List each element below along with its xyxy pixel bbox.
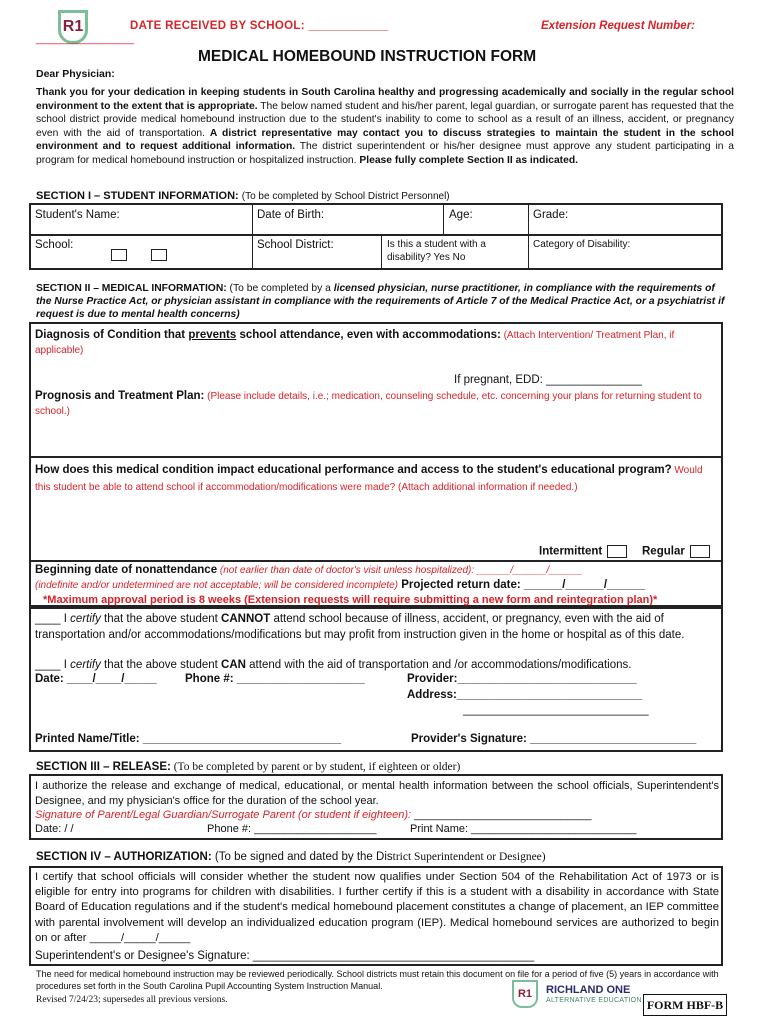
provider-signature-field[interactable]: Provider's Signature: __________________________ — [411, 733, 697, 745]
section4-box — [29, 866, 723, 966]
section4-note-b: trict Superintendent or Designee) — [392, 851, 546, 863]
row-divider — [31, 456, 721, 458]
can-blank: ____ I — [35, 659, 71, 671]
intro-text-2: The district superintendent or his/her designee must approve any student participating in a program for medical homebound instruction or hospitalized instruction. — [36, 141, 734, 166]
section4-note-a: (To be signed and dated by the Dis — [211, 851, 393, 863]
school-field[interactable]: School: — [35, 239, 74, 251]
impact-block[interactable] — [35, 462, 719, 496]
brand-subtitle: ALTERNATIVE EDUCATION — [546, 997, 642, 1004]
extension-number-label: Extension Request Number: — [541, 20, 695, 32]
age-field[interactable]: Age: — [449, 209, 473, 221]
section3-heading-row — [36, 761, 460, 773]
guardian-signature-label: Signature of Parent/Legal Guardian/Surrogate Parent (or student if eighteen): — [35, 809, 412, 821]
section4-heading-row — [36, 851, 546, 863]
can-text-b: that the above student — [100, 659, 222, 671]
section1-heading: SECTION I – STUDENT INFORMATION: — [36, 190, 239, 202]
can-attend-statement[interactable] — [35, 659, 719, 671]
footer-note: The need for medical homebound instruction may be reviewed periodically. School districts must retain this document on file for a period of five (5) years in accordance with procedures set forth in the South Carolina Pupil Accounting System Instruction Manual. — [36, 969, 719, 991]
prognosis-block[interactable] — [35, 389, 715, 419]
intro-paragraph — [36, 86, 734, 167]
intro-text-1: The below named student and his/her parent, legal guardian, or surrogate parent has requested that the school district provide medical homebound instruction due to the student's inability to come to school as a result of an illness, accident, or pregnancy even with the aid of transportation. — [36, 100, 734, 139]
disability-category-field[interactable]: Category of Disability: — [533, 239, 631, 250]
intro-bold-2: A district representative may contact you to discuss strategies to maintain the student in the school environment and to request additional information. — [36, 127, 734, 152]
prognosis-note: (Please include details, i.e.; medication, counseling schedule, etc. concerning your plans for returning student to school.) — [35, 391, 702, 417]
guardian-signature-line: _____________________________ — [411, 809, 592, 821]
logo-text: R1 — [62, 18, 84, 35]
edd-field[interactable]: If pregnant, EDD: _______________ — [454, 374, 642, 386]
form-id-badge: FORM HBF-B — [643, 994, 727, 1016]
row-divider — [31, 560, 721, 562]
can-keyword: CAN — [221, 659, 246, 671]
col-divider — [528, 205, 529, 268]
cert-phone-field[interactable]: Phone #: ____________________ — [185, 673, 365, 685]
section2-heading: SECTION II – MEDICAL INFORMATION: — [36, 283, 227, 294]
cannot-keyword: CANNOT — [221, 613, 271, 625]
section1-heading-row — [36, 190, 450, 202]
begin-date-note: (not earlier than date of doctor's visit unless hospitalized): ______/______/______ — [217, 565, 583, 576]
regular-option[interactable] — [642, 545, 710, 558]
row-divider — [31, 234, 721, 236]
prognosis-label: Prognosis and Treatment Plan: — [35, 390, 205, 402]
cannot-text-c: attend school because of illness, accident, or pregnancy, even with the aid of transportation and/or accommodations/modifications but may profit from instruction given in the home or hospital as of this date. — [35, 613, 685, 641]
return-date-line[interactable] — [35, 579, 719, 591]
student-name-field[interactable]: Student's Name: — [35, 209, 120, 221]
intro-bold-1: Thank you for your dedication in keeping students in South Carolina healthy and progressing academically and socially in the regular school environment to the extent that is appropriate. — [36, 87, 734, 112]
intermittent-checkbox[interactable] — [607, 545, 627, 558]
address-field[interactable]: Address:_____________________________ — [407, 689, 643, 701]
release-text: I authorize the release and exchange of medical, educational, or mental health information between the school officials, Superintendent's Designee, and my physician's office for the duration of the school year. — [35, 780, 719, 807]
intermittent-label: Intermittent — [539, 545, 603, 558]
can-certify: certify — [70, 659, 101, 671]
footer-logo-text: R1 — [517, 988, 533, 1000]
checkbox[interactable] — [151, 249, 167, 261]
cert-date-field[interactable]: Date: ____/____/_____ — [35, 673, 157, 685]
diagnosis-label: Diagnosis of Condition that — [35, 329, 189, 341]
impact-note: Would this student be able to attend school if accommodation/modifications were made? (Attach additional information if needed.) — [35, 465, 703, 493]
cannot-attend-statement[interactable] — [35, 612, 719, 643]
section1-note: (To be completed by School District Personnel) — [241, 191, 450, 202]
intro-bold-3: Please fully complete Section II as indicated. — [356, 154, 578, 166]
col-divider — [443, 205, 444, 234]
cannot-certify: certify — [70, 613, 101, 625]
date-received-label: DATE RECEIVED BY SCHOOL: ____________ — [130, 20, 389, 32]
district-field[interactable]: School District: — [257, 239, 334, 251]
begin-date-label: Beginning date of nonattendance — [35, 564, 218, 576]
dob-field[interactable]: Date of Birth: — [257, 209, 325, 221]
max-approval-note: *Maximum approval period is 8 weeks (Extension requests will require submitting a new form and reintegration plan)* — [43, 594, 658, 606]
address-line-2[interactable]: _____________________________ — [463, 704, 649, 716]
brand-name: RICHLAND ONE — [546, 984, 631, 996]
regular-checkbox[interactable] — [690, 545, 710, 558]
begin-date-line[interactable] — [35, 564, 719, 576]
provider-field[interactable]: Provider:____________________________ — [407, 673, 637, 685]
col-divider — [381, 234, 382, 270]
release-phone-field[interactable]: Phone #: ____________________ — [207, 823, 377, 835]
can-text-c: attend with the aid of transportation and /or accommodations/modifications. — [245, 659, 632, 671]
authorization-text[interactable]: I certify that school officials will consider whether the student now qualifies under Section 504 of the Rehabilitation Act of 1973 or is eligible for entry into programs for children with disabilities. I further certify if this is a student with a disability in accordance with State Board of Education regulations and if the student's medical homebound placement constitutes a change of placement, an IEP committee with parental involvement will develop an individualized education program (IEP). Medical homebound services are authorized to begin on or after _____/_____/_____ — [35, 871, 719, 944]
salutation: Dear Physician: — [36, 68, 115, 80]
col-divider — [252, 205, 253, 268]
section2-note-plain: (To be completed by a — [226, 283, 334, 294]
release-print-name-field[interactable]: Print Name: ___________________________ — [410, 823, 637, 835]
guardian-signature-field[interactable] — [35, 809, 592, 821]
return-date-label: Projected return date: ______/______/______ — [398, 579, 646, 591]
section1-table — [29, 203, 723, 270]
release-date-field[interactable]: Date: / / — [35, 823, 74, 835]
diagnosis-prevents: prevents — [188, 329, 237, 341]
certification-box — [29, 607, 723, 752]
section2-box — [29, 322, 723, 607]
superintendent-signature-field[interactable]: Superintendent's or Designee's Signature: ____________________________________________ — [35, 950, 535, 962]
diagnosis-note: (Attach Intervention/ Treatment Plan, if applicable) — [35, 330, 675, 356]
impact-label: How does this medical condition impact educational performance and access to the student's educational program? — [35, 464, 672, 476]
cannot-blank: ____ I — [35, 613, 71, 625]
section4-heading: SECTION IV – AUTHORIZATION: — [36, 851, 212, 863]
section2-heading-block — [36, 282, 726, 321]
section3-box — [29, 774, 723, 840]
diagnosis-label-b: school attendance, even with accommodations: — [236, 329, 501, 341]
cannot-text-b: that the above student — [100, 613, 222, 625]
intermittent-option[interactable] — [539, 545, 627, 558]
section2-note-bold: licensed physician, nurse practitioner, in compliance with the requirements of the Nurse Practice Act, or physician assistant in compliance with the requirements of Article 7 of the Medical Practice Act, or a psychiatrist if request is due to mental health concerns) — [36, 283, 725, 320]
grade-field[interactable]: Grade: — [533, 209, 569, 221]
indefinite-note: (indefinite and/or undetermined are not acceptable; will be considered incomplete) — [35, 580, 398, 591]
revision-note: Revised 7/24/23; supersedes all previous versions. — [36, 995, 228, 1005]
checkbox[interactable] — [111, 249, 127, 261]
footer-logo — [512, 980, 538, 1008]
section3-note: (To be completed by parent or by student, if eighteen or older) — [170, 761, 461, 773]
regular-label: Regular — [642, 545, 685, 558]
section3-heading: SECTION III – RELEASE: — [36, 761, 171, 773]
diagnosis-block[interactable] — [35, 328, 715, 358]
printed-name-field[interactable]: Printed Name/Title: _______________________________ — [35, 733, 342, 745]
header-underline: ________________ — [36, 33, 134, 45]
form-title: MEDICAL HOMEBOUND INSTRUCTION FORM — [198, 48, 537, 65]
disability-question[interactable]: Is this a student with a disability? Yes No — [387, 239, 486, 263]
